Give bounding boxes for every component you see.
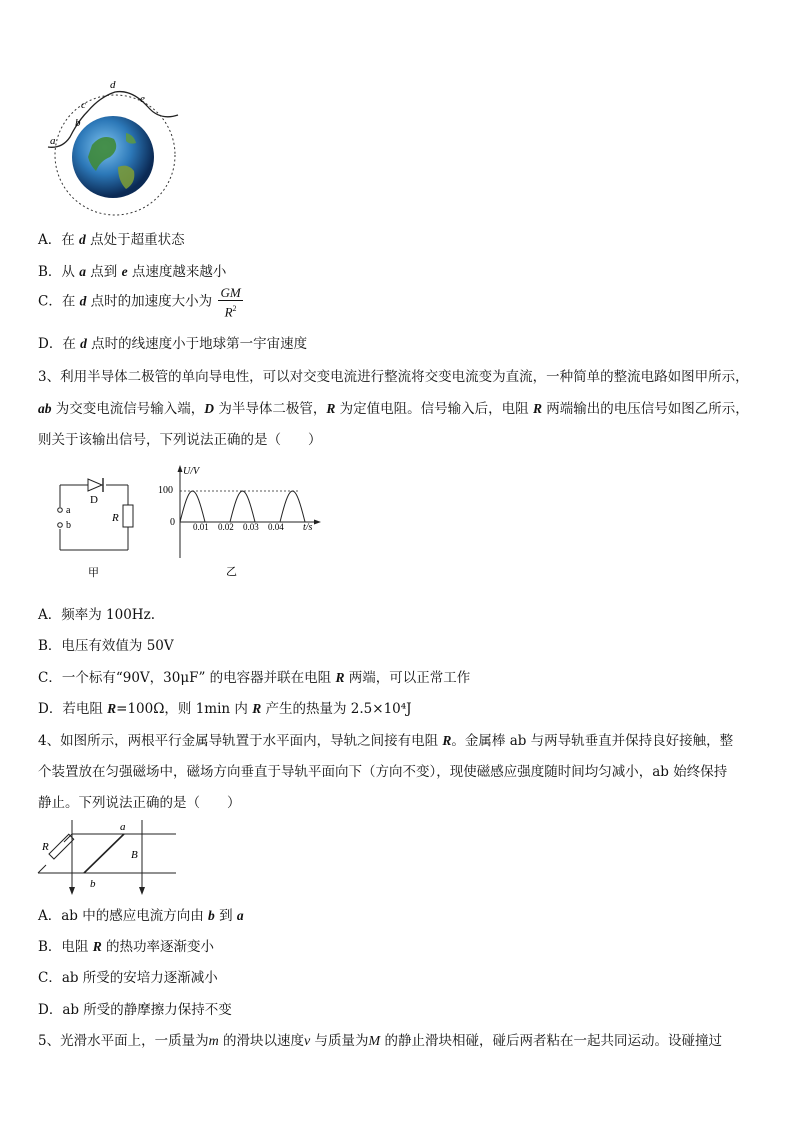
q4-stem-line3: 静止。下列说法正确的是（ ）	[38, 795, 241, 811]
rails-figure	[36, 818, 186, 896]
q4-option-a: A．ab 中的感应电流方向由 b 到 a	[38, 908, 244, 924]
voltage-time-graph	[158, 460, 328, 585]
q3-stem-line2: ab 为交变电流信号输入端，D 为半导体二极管，R 为定值电阻。信号输入后，电阻 R 两端输出的电压信号如图乙所示，	[38, 401, 749, 417]
q2-option-c: C．在 d 点时的加速度大小为 $\frac{GM}{R^2}$	[38, 285, 241, 320]
x-tick-0.02: 0.02	[218, 522, 234, 532]
label-b: b	[75, 117, 81, 129]
x-tick-0.03: 0.03	[243, 522, 259, 532]
terminal-a	[58, 508, 63, 513]
label-a: a	[50, 135, 56, 147]
q3-option-b: B．电压有效值为 50V	[38, 638, 174, 654]
earth-orbit-figure	[40, 75, 190, 220]
q4-option-c: C．ab 所受的安培力逐渐减小	[38, 970, 218, 986]
q3-stem-line3: 则关于该输出信号，下列说法正确的是（ ）	[38, 432, 322, 448]
terminal-a-label: a	[66, 505, 71, 516]
label-e: e	[140, 93, 145, 105]
q3-option-d: D．若电阻 R=100Ω，则 1min 内 R 产生的热量为 2.5×10⁴J	[38, 701, 412, 717]
diode-symbol	[88, 478, 103, 492]
diode-label: D	[90, 494, 98, 506]
q4-stem-line1: 4、如图所示，两根平行金属导轨置于水平面内，导轨之间接有电阻 R。金属棒 ab 与两导轨垂直并保持良好接触，整	[38, 733, 734, 749]
label-c: c	[81, 99, 86, 111]
resistor-R	[49, 834, 74, 859]
q3-stem-line1: 3、利用半导体二极管的单向导电性，可以对交变电流进行整流将交变电流变为直流，一种简单的整流电路如图甲所示，	[38, 369, 749, 385]
q3-option-a: A．频率为 100Hz.	[38, 607, 155, 623]
fraction-gm-r2: $\frac{GM}{R^2}$	[220, 285, 241, 320]
q2-option-a: A．在 d 点处于超重状态	[38, 232, 185, 248]
label-R: R	[42, 841, 49, 853]
origin-label: 0	[170, 517, 175, 528]
label-a: a	[120, 821, 126, 833]
terminal-b	[58, 523, 63, 528]
y-tick-100: 100	[158, 485, 173, 496]
q2-option-b: B．从 a 点到 e 点速度越来越小	[38, 264, 227, 280]
q4-option-d: D．ab 所受的静摩擦力保持不变	[38, 1002, 232, 1018]
rectifier-circuit-figure	[50, 465, 145, 580]
field-arrow-1	[69, 887, 75, 895]
x-tick-0.04: 0.04	[268, 522, 284, 532]
caption-jia: 甲	[88, 567, 99, 579]
caption-yi: 乙	[226, 566, 237, 578]
resistor-symbol	[123, 505, 133, 527]
waveform-curves	[180, 491, 305, 522]
x-axis-label: t/s	[303, 522, 313, 533]
q2-option-d: D．在 d 点时的线速度小于地球第一宇宙速度	[38, 336, 308, 352]
resistor-label: R	[112, 512, 119, 524]
x-tick-0.01: 0.01	[193, 522, 209, 532]
half-wave-pulse-3	[280, 491, 305, 522]
label-B: B	[131, 849, 138, 861]
terminal-b-label: b	[66, 520, 71, 531]
metal-rod-ab	[84, 834, 124, 873]
y-axis-label: U/V	[183, 466, 200, 477]
label-d: d	[110, 79, 116, 91]
q3-option-c: C．一个标有“90V，30μF” 的电容器并联在电阻 R 两端，可以正常工作	[38, 670, 471, 686]
half-wave-pulse-2	[230, 491, 255, 522]
field-arrow-2	[139, 887, 145, 895]
earth-globe	[72, 116, 154, 198]
label-b: b	[90, 878, 96, 890]
q4-stem-line2: 个装置放在匀强磁场中，磁场方向垂直于导轨平面向下（方向不变），现使磁感应强度随时间均匀减小，ab 始终保持	[38, 764, 728, 780]
q5-stem-line1: 5、光滑水平面上，一质量为m 的滑块以速度v 与质量为M 的静止滑块相碰，碰后两者粘在一起共同运动。设碰撞过	[38, 1033, 722, 1049]
half-wave-pulse-1	[180, 491, 205, 522]
q4-option-b: B．电阻 R 的热功率逐渐变小	[38, 939, 215, 955]
